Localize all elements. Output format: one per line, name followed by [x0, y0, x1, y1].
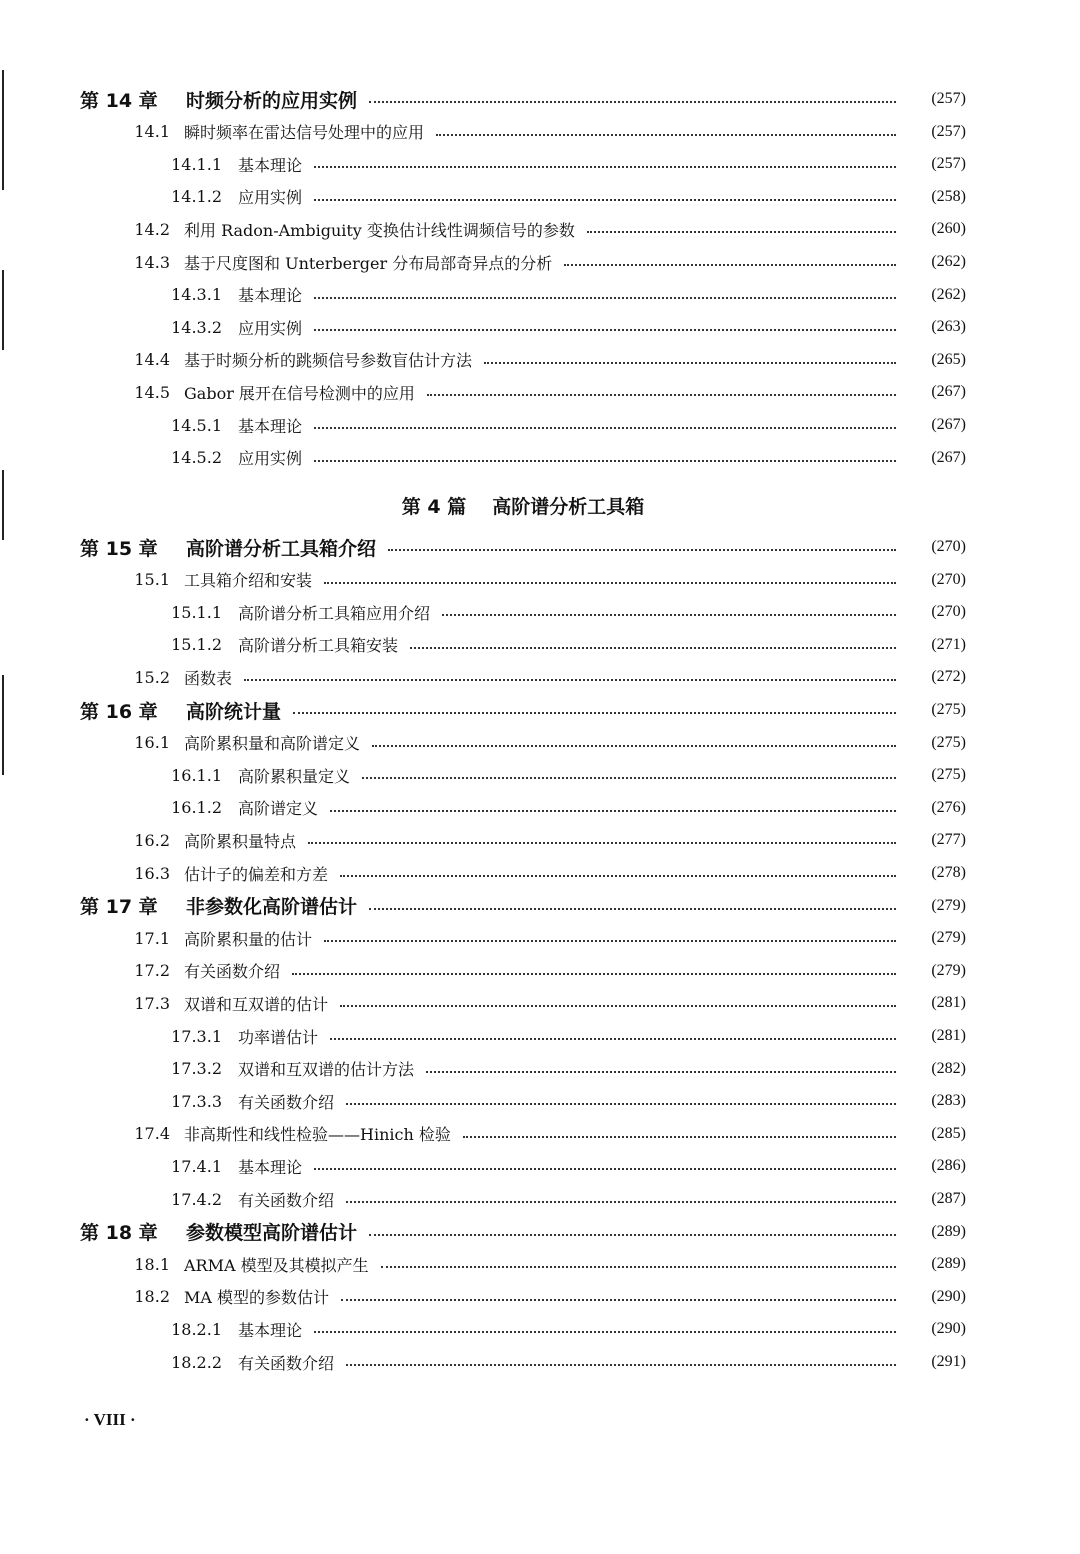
- dot-leader: [314, 166, 896, 168]
- entry-number: 17.2: [134, 961, 170, 981]
- entry-title: 基本理论: [238, 1157, 303, 1177]
- entry-number: 14.5.1: [171, 415, 222, 435]
- entry-title: 应用实例: [238, 449, 303, 469]
- toc-entry-section: [80, 1249, 966, 1279]
- dot-leader: [340, 875, 896, 877]
- entry-number: 14.5.2: [171, 448, 222, 468]
- entry-page: (281): [931, 1027, 966, 1044]
- entry-number: 14.3.2: [171, 317, 222, 337]
- dot-leader: [314, 1168, 896, 1170]
- entry-number: 16.2: [134, 830, 170, 850]
- toc-entry-section: [80, 956, 966, 986]
- toc-entry-chapter: [80, 532, 966, 562]
- dot-leader: [340, 1005, 896, 1007]
- entry-title: 高阶谱分析工具箱介绍: [186, 537, 377, 560]
- dot-leader: [324, 940, 896, 942]
- toc-entry-subsection: [80, 149, 966, 179]
- dot-leader: [292, 973, 896, 975]
- dot-leader: [369, 1234, 896, 1236]
- toc-entry-chapter: [80, 84, 966, 114]
- entry-number: 16.3: [134, 863, 170, 883]
- entry-title: 应用实例: [238, 188, 303, 208]
- entry-page: (275): [931, 733, 966, 751]
- dot-leader: [314, 329, 896, 331]
- entry-title: 高阶统计量: [186, 700, 282, 723]
- entry-number: 14.5: [134, 382, 170, 402]
- entry-title: 有关函数介绍: [184, 962, 281, 982]
- entry-number: 15.1: [134, 570, 170, 590]
- entry-number: 第 18 章: [80, 1222, 158, 1245]
- entry-page: (283): [931, 1092, 966, 1110]
- entry-page: (290): [931, 1287, 966, 1305]
- toc-entry-subsection: [80, 793, 966, 823]
- entry-number: 17.4: [134, 1124, 170, 1144]
- entry-number: 17.3.3: [171, 1091, 222, 1111]
- dot-leader: [314, 460, 896, 462]
- toc-entry-subsection: [80, 1347, 966, 1377]
- toc-entry-section: [80, 117, 966, 147]
- entry-page: (257): [931, 122, 966, 140]
- entry-title: 函数表: [184, 668, 233, 688]
- toc-entry-section: [80, 247, 966, 277]
- entry-page: (272): [931, 668, 966, 686]
- entry-page: (285): [931, 1124, 966, 1142]
- scan-edge-mark: [2, 675, 4, 775]
- toc-entry-subsection: [80, 1086, 966, 1116]
- entry-page: (260): [931, 220, 966, 238]
- toc-entry-subsection: [80, 1184, 966, 1214]
- entry-page: (263): [931, 318, 966, 336]
- entry-number: 14.3: [134, 252, 170, 272]
- entry-title: 双谱和互双谱的估计: [184, 994, 329, 1014]
- entry-page: (289): [931, 1255, 966, 1273]
- entry-page: (262): [931, 285, 966, 303]
- entry-title: 高阶累积量和高阶谱定义: [184, 734, 361, 754]
- entry-number: 第 15 章: [80, 537, 158, 560]
- entry-title: 时频分析的应用实例: [186, 89, 358, 112]
- dot-leader: [442, 614, 896, 616]
- entry-number: 15.1.2: [171, 635, 222, 655]
- entry-title: 高阶谱定义: [238, 799, 319, 819]
- part-title: 高阶谱分析工具箱: [492, 496, 645, 518]
- entry-title: 高阶累积量的估计: [184, 929, 313, 949]
- toc-entry-subsection: [80, 1151, 966, 1181]
- entry-title: MA 模型的参数估计: [184, 1288, 330, 1308]
- dot-leader: [381, 1266, 896, 1268]
- entry-title: 基本理论: [238, 416, 303, 436]
- entry-number: 14.4: [134, 350, 170, 370]
- entry-title: 利用 Radon-Ambiguity 变换估计线性调频信号的参数: [184, 220, 575, 240]
- entry-page: (276): [931, 798, 966, 816]
- entry-number: 14.1: [134, 122, 170, 142]
- toc-entry-subsection: [80, 597, 966, 627]
- entry-page: (279): [931, 896, 966, 914]
- entry-number: 14.1.2: [171, 187, 222, 207]
- scan-edge-mark: [2, 270, 4, 350]
- dot-leader: [324, 582, 896, 584]
- toc-entry-subsection: [80, 1314, 966, 1344]
- entry-page: (258): [931, 187, 966, 205]
- dot-leader: [436, 134, 896, 136]
- entry-title: 功率谱估计: [238, 1027, 319, 1047]
- entry-title: 估计子的偏差和方差: [184, 864, 329, 884]
- dot-leader: [388, 549, 896, 551]
- entry-title: 高阶累积量定义: [238, 766, 351, 786]
- entry-page: (270): [931, 538, 966, 555]
- entry-page: (257): [931, 155, 966, 173]
- dot-leader: [314, 199, 896, 201]
- entry-title: 高阶谱分析工具箱安装: [238, 636, 399, 656]
- entry-page: (267): [931, 416, 966, 433]
- dot-leader: [314, 297, 896, 299]
- entry-page: (277): [931, 831, 966, 849]
- entry-title: 有关函数介绍: [238, 1092, 335, 1112]
- entry-page: (291): [931, 1353, 966, 1370]
- dot-leader: [362, 777, 896, 779]
- toc-entry-chapter: [80, 695, 966, 725]
- dot-leader: [330, 1038, 896, 1040]
- entry-title: 工具箱介绍和安装: [184, 571, 313, 591]
- dot-leader: [427, 394, 896, 396]
- part-heading: [80, 492, 966, 519]
- dot-leader: [308, 842, 896, 844]
- toc-entry-section: [80, 377, 966, 407]
- scan-edge-mark: [2, 70, 4, 190]
- dot-leader: [314, 427, 896, 429]
- entry-page: (287): [931, 1190, 966, 1207]
- entry-title: 基于时频分析的跳频信号参数盲估计方法: [184, 351, 473, 371]
- scan-edge-mark: [2, 470, 4, 540]
- toc-entry-section: [80, 923, 966, 953]
- entry-number: 14.2: [134, 219, 170, 239]
- toc-entry-subsection: [80, 1054, 966, 1084]
- dot-leader: [410, 647, 896, 649]
- entry-number: 14.1.1: [171, 154, 222, 174]
- entry-page: (281): [931, 994, 966, 1012]
- entry-title: 有关函数介绍: [238, 1353, 335, 1373]
- dot-leader: [369, 101, 896, 103]
- entry-page: (286): [931, 1157, 966, 1175]
- entry-page: (267): [931, 448, 966, 466]
- toc-entry-chapter: [80, 1217, 966, 1247]
- entry-number: 18.2.2: [171, 1352, 222, 1372]
- toc-entry-subsection: [80, 312, 966, 342]
- entry-title: 非高斯性和线性检验——Hinich 检验: [184, 1125, 451, 1145]
- entry-title: 基本理论: [238, 155, 303, 175]
- dot-leader: [587, 231, 896, 233]
- entry-title: 非参数化高阶谱估计: [186, 896, 358, 919]
- entry-number: 17.3.1: [171, 1026, 222, 1046]
- dot-leader: [484, 362, 896, 364]
- entry-number: 17.3.2: [171, 1059, 222, 1079]
- toc-entry-subsection: [80, 410, 966, 440]
- dot-leader: [346, 1201, 896, 1203]
- toc-entry-section: [80, 988, 966, 1018]
- entry-title: 高阶谱分析工具箱应用介绍: [238, 603, 431, 623]
- entry-title: 参数模型高阶谱估计: [186, 1222, 358, 1245]
- entry-number: 第 16 章: [80, 700, 158, 723]
- toc-entry-section: [80, 214, 966, 244]
- entry-page: (265): [931, 350, 966, 368]
- entry-title: 双谱和互双谱的估计方法: [238, 1060, 415, 1080]
- entry-number: 第 14 章: [80, 89, 158, 112]
- entry-title: Gabor 展开在信号检测中的应用: [184, 383, 415, 403]
- dot-leader: [369, 908, 896, 910]
- dot-leader: [346, 1364, 896, 1366]
- dot-leader: [346, 1103, 896, 1105]
- toc-entry-chapter: [80, 891, 966, 921]
- entry-page: (270): [931, 603, 966, 621]
- entry-number: 16.1: [134, 733, 170, 753]
- dot-leader: [564, 264, 896, 266]
- page-number: · VIII ·: [84, 1410, 136, 1429]
- entry-page: (257): [931, 90, 966, 107]
- entry-title: 基本理论: [238, 286, 303, 306]
- dot-leader: [426, 1071, 896, 1073]
- entry-number: 16.1.1: [171, 765, 222, 785]
- entry-number: 17.3: [134, 993, 170, 1013]
- toc-entry-section: [80, 1282, 966, 1312]
- entry-number: 17.1: [134, 928, 170, 948]
- entry-number: 17.4.2: [171, 1189, 222, 1209]
- entry-page: (267): [931, 383, 966, 401]
- toc-entry-subsection: [80, 630, 966, 660]
- entry-page: (262): [931, 253, 966, 270]
- entry-page: (270): [931, 570, 966, 588]
- entry-page: (282): [931, 1059, 966, 1077]
- entry-title: 基本理论: [238, 1320, 303, 1340]
- entry-title: 高阶累积量特点: [184, 831, 297, 851]
- dot-leader: [372, 745, 896, 747]
- toc-entry-section: [80, 345, 966, 375]
- part-label: 第 4 篇: [401, 496, 467, 518]
- entry-number: 17.4.1: [171, 1156, 222, 1176]
- dot-leader: [314, 1331, 896, 1333]
- entry-number: 18.2: [134, 1287, 170, 1307]
- entry-title: ARMA 模型及其模拟产生: [184, 1255, 369, 1275]
- toc-entry-section: [80, 728, 966, 758]
- toc-entry-section: [80, 662, 966, 692]
- entry-page: (275): [931, 701, 966, 718]
- entry-page: (279): [931, 929, 966, 947]
- entry-number: 18.2.1: [171, 1319, 222, 1339]
- entry-number: 14.3.1: [171, 285, 222, 305]
- entry-number: 16.1.2: [171, 798, 222, 818]
- toc-entry-section: [80, 858, 966, 888]
- toc-entry-section: [80, 565, 966, 595]
- entry-page: (271): [931, 635, 966, 653]
- toc-entry-section: [80, 1119, 966, 1149]
- entry-number: 15.2: [134, 667, 170, 687]
- dot-leader: [330, 810, 896, 812]
- entry-page: (290): [931, 1320, 966, 1338]
- toc-entry-section: [80, 825, 966, 855]
- dot-leader: [341, 1299, 896, 1301]
- dot-leader: [244, 679, 896, 681]
- entry-number: 15.1.1: [171, 602, 222, 622]
- entry-number: 第 17 章: [80, 896, 158, 919]
- entry-title: 应用实例: [238, 318, 303, 338]
- entry-title: 瞬时频率在雷达信号处理中的应用: [184, 123, 425, 143]
- toc-entry-subsection: [80, 443, 966, 473]
- toc-entry-subsection: [80, 182, 966, 212]
- dot-leader: [463, 1136, 896, 1138]
- toc-entry-subsection: [80, 1021, 966, 1051]
- entry-title: 有关函数介绍: [238, 1190, 335, 1210]
- entry-page: (289): [931, 1222, 966, 1240]
- entry-number: 18.1: [134, 1254, 170, 1274]
- toc-entry-subsection: [80, 760, 966, 790]
- entry-title: 基于尺度图和 Unterberger 分布局部奇异点的分析: [184, 253, 553, 273]
- dot-leader: [293, 712, 896, 714]
- entry-page: (275): [931, 766, 966, 784]
- entry-page: (279): [931, 961, 966, 979]
- entry-page: (278): [931, 864, 966, 881]
- toc-entry-subsection: [80, 280, 966, 310]
